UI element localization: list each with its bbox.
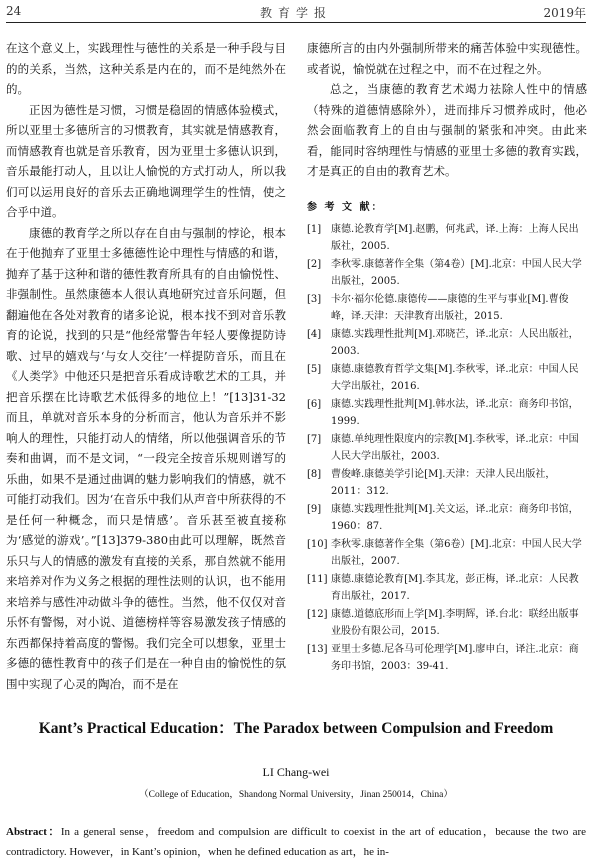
reference-item (307, 397, 587, 430)
paragraph: 在这个意义上，实践理性与德性的关系是一种手段与目的的关系，当然，这种关系是内在的，而不是纯然外在的。 (6, 41, 286, 96)
reference-item (307, 432, 587, 465)
reference-text: 康德.康德教育哲学文集[M].李秋零，译.北京：中国人民大学出版社，2016. (331, 364, 579, 392)
paragraph: 康德所言的由内外强制所带来的痛苦体验中实现德性。或者说，愉悦就在过程之中，而不在过程之外。 (307, 41, 587, 76)
reference-item (307, 607, 587, 640)
reference-number: [1] (307, 224, 322, 235)
reference-item (307, 502, 587, 535)
page-header (6, 2, 586, 22)
reference-number: [9] (307, 504, 322, 515)
header-rule (6, 22, 586, 23)
reference-number: [13] (307, 644, 328, 655)
reference-number: [11] (307, 574, 328, 585)
reference-number: [10] (307, 539, 328, 550)
abstract-text: In a general sense，freedom and compulsion are difficult to coexist in the art of education，because the two are contradictory. However，in Kant’s opinion，when he defined education as art，he in- (6, 826, 587, 858)
year: 2019年 (543, 6, 586, 20)
reference-item (307, 467, 587, 500)
right-column (307, 38, 587, 677)
reference-item (307, 222, 587, 255)
reference-item (307, 257, 587, 290)
reference-number: [2] (307, 259, 322, 270)
reference-number: [7] (307, 434, 322, 445)
reference-number: [12] (307, 609, 328, 620)
references-heading: 参 考 文 献： (307, 201, 384, 213)
reference-number: [6] (307, 399, 322, 410)
reference-item (307, 292, 587, 325)
reference-text: 康德.论教育学[M].赵鹏，何兆武，译.上海：上海人民出版社，2005. (331, 224, 579, 252)
reference-number: [3] (307, 294, 322, 305)
reference-number: [5] (307, 364, 322, 375)
abstract-label: Abstract： (6, 826, 61, 838)
reference-number: [4] (307, 329, 322, 340)
reference-text: 康德.实践理性批判[M].关文运，译.北京：商务印书馆，1960：87. (331, 504, 579, 532)
reference-text: 曹俊峰.康德美学引论[M].天津：天津人民出版社，2011：312. (331, 469, 556, 497)
english-author: LI Chang-wei (262, 765, 330, 779)
reference-item (307, 327, 587, 360)
paragraph: 总之，当康德的教育艺术竭力祛除人性中的情感（特殊的道德情感除外），进而排斥习惯养成时，他必然会面临教育上的自由与强制的紧张和冲突。由此来看，能同时容纳理性与情感的亚里士多德的教育实践，才是真正的自由的教育艺术。 (307, 82, 587, 178)
reference-text: 康德.道德底形而上学[M].李明辉，译.台北：联经出版事业股份有限公司，2015. (331, 609, 579, 637)
reference-item (307, 642, 587, 675)
reference-list (307, 222, 587, 675)
reference-text: 卡尔·福尔伦德.康德传——康德的生平与事业[M].曹俊峰，译.天津：天津教育出版社，2015. (331, 294, 569, 322)
reference-text: 康德.实践理性批判[M].韩水法，译.北京：商务印书馆，1999. (331, 399, 579, 427)
left-column (6, 38, 286, 694)
reference-number: [8] (307, 469, 322, 480)
english-affiliation: （College of Education，Shandong Normal University，Jinan 250014，China） (139, 790, 453, 800)
reference-text: 康德.实践理性批判[M].邓晓芒，译.北京：人民出版社，2003. (331, 329, 579, 357)
reference-text: 康德.康德论教育[M].李其龙，彭正梅，译.北京：人民教育出版社，2017. (331, 574, 579, 602)
english-abstract (6, 822, 586, 862)
reference-text: 亚里士多德.尼各马可伦理学[M].廖申白，译注.北京：商务印书馆，2003：39-41. (331, 644, 579, 672)
paragraph: 康德的教育学之所以存在自由与强制的悖论，根本在于他抛弃了亚里士多德德性论中理性与情感的和谐，抛弃了基于这种和谐的德性教育所具有的自由愉悦性、非强制性。虽然康德本人很认真地研究过音乐问题，但翻遍他在各处对教育的诸多论说，根本找不到对音乐教育的论说，找到的只是“他经常警告年轻人要像提防诗歌、过早的嬉戏与‘与女人交往’一样提防音乐，而且在《人类学》中他还只是把音乐看成诗歌艺术的工具，并把音乐摆在比诗歌艺术低得多的地位上！”[13]31-32而且，单就对音乐本身的分析而言，他认为音乐并不影响人的理性，只能打动人的情绪，所以他强调音乐的节奏和曲调，而不是文词，“一段完全按音乐规则谱写的乐曲，如果不是通过曲调的魅力影响我们的情感，就不可能打动我们。因为‘在音乐中我们从声音中所获得的不是任何一种概念，而只是情感’。音乐甚至被直接称为‘感觉的游戏’。”[13]379-380由此可以理解，既然音乐只与人的情感的激发有直接的关系，那自然就不能用来培养对作为义务之根据的理性法则的认识，也不能用来培养与感性冲动做斗争的德性。当然，他不仅仅对音乐怀有警惕，对小说、道德榜样等容易激发孩子情感的东西都保持着高度的警惕。我们完全可以想象，亚里士多德的德性教育中的孩子们是在一种自由的愉悦性的氛围中实现了心灵的陶冶，而不是在 (6, 225, 286, 691)
reference-text: 李秋零.康德著作全集（第4卷）[M].北京：中国人民大学出版社，2005. (331, 259, 582, 287)
page-number: 24 (6, 4, 22, 18)
journal-name: 教育学报 (259, 6, 332, 20)
reference-item (307, 537, 587, 570)
reference-text: 李秋零.康德著作全集（第6卷）[M].北京：中国人民大学出版社，2007. (331, 539, 582, 567)
reference-item (307, 572, 587, 605)
reference-item (307, 362, 587, 395)
english-title: Kant’s Practical Education：The Paradox between Compulsion and Freedom (38, 720, 554, 737)
reference-text: 康德.单纯理性限度内的宗教[M].李秋零，译.北京：中国人民大学出版社，2003. (331, 434, 579, 462)
paragraph: 正因为德性是习惯，习惯是稳固的情感体验模式，所以亚里士多德所言的习惯教育，其实就是情感教育，而情感教育也就是音乐教育，因为亚里士多德认识到，音乐最能打动人，且以让人愉悦的方式打动人，所以我们可以运用良好的音乐去正确地调理学生的性情，使之合乎中道。 (6, 102, 286, 219)
